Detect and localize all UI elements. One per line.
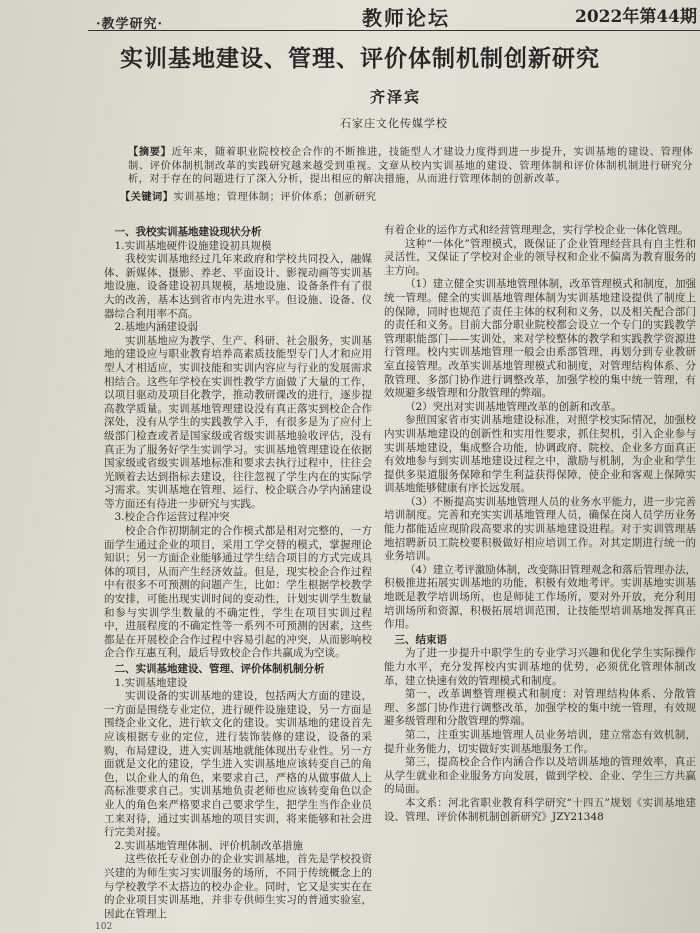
body-paragraph: 这些依托专业创办的企业实训基地，首先是学校投资兴建的为师生实习实训服务的场所，不同于传统概念上的与学校教学不太搭边的校办企业。同时，它又是实实在在的企业项目实训基地，并非专供师生实习的普通实验室，因此在管理上 [104,853,372,920]
section-heading: 一、我校实训基地建设现状分析 [114,226,262,238]
right-column [384,224,696,824]
subsection-heading: 1.实训基地建设 [114,676,188,689]
page-number: 102 [95,922,113,932]
author-affiliation: 石家庄文化传媒学校 [340,117,448,130]
abstract-text: 近年来，随着职业院校校企合作的不断推进，技能型人才建设力度得到进一步提升，实训基地的建设、管理体制、评价体制机制改革的实践研究越来越受到重视。文章从校内实训基地的建设、管理体制和评价体制机制进行研究分析，对于存在的问题进行了深入分析，提出相应的解决措施，从而进行管理体制的创新改革。 [128,147,694,185]
issue-label: 2022年第44期 [575,7,697,27]
subsection-heading: 3.校企合作运营过程冲突 [114,511,230,524]
body-paragraph: 这种“一体化”管理模式，既保证了企业管理经营具有自主性和灵活性，又保证了学校对企业的领导权和企业不偏离为教育服务的主方向。 [384,237,696,277]
body-paragraph: 我校实训基地经过几年来政府和学校共同投入，融媒体、新媒体、摄影、养老、平面设计、影视动画等实训基地设施、设备建设初具规模，基地设施、设备条件有了很大的改善，基本达到省市内先进水平。但设施、设备、仪器综合利用率不高。 [104,253,372,320]
body-paragraph: 第一，改革调整管理模式和制度：对管理结构体系、分散管理、多部门协作进行调整改革，加强学校的集中统一管理，有效规避多级管理和分散管理的弊端。 [384,688,696,728]
abstract-label: 【摘要】 [128,146,172,158]
body-paragraph: 实训基地应为教学、生产、科研、社会服务，实训基地的建设应与职业教育培养高素质技能型专门人才和应用型人才相适应，实训技能和实训内容应与行业的发展需求相结合。这些年学校在实训性教学方面做了大量的工作，以项目驱动及项目化教学，推动教研课改的进行，逐步提高教学质量。实训基地管理建设没有真正落实到校企合作深处，没有从学生的实践教学入手，有很多是为了应付上级部门检查或者是国家级或省级实训基地验收评估，没有真正为了服务好学生实训学习。实训基地管理建设在依据国家级或省级实训基地标准和要求去执行过程中，往往会光顾着去达到指标去建设，往往忽视了学生内在的实际学习需求。实训基地在管理、运行、校企联合办学内涵建设等方面还有待进一步研究与实践。 [104,334,372,510]
body-paragraph: （2）突出对实训基地管理改革的创新和改革。 [405,400,622,413]
body-paragraph: 为了进一步提升中职学生的专业学习兴趣和优化学生实际操作能力水平，充分发挥校内实训基地的优势，必须优化管理体制改革，建立快速有效的管理模式和制度。 [384,647,696,687]
header-rule [88,30,700,31]
body-paragraph: 实训设备的实训基地的建设，包括两大方面的建设，一方面是围绕专业定位，进行硬件设施建设，另一方面是围绕企业文化，进行软文化的建设。实训基地的建设首先应该根据专业的定位，进行装饰装修的建设，设备的采购，布局建设，进入实训基地就能体现出专业性。另一方面就是文化的建设，学生进入实训基地应该转变自己的角色，以企业人的角色，来要求自己，严格的从做事做人上高标准要求自己。实训基地负责老师也应该转变角色以企业人的角色来严格要求自己要求学生，把学生当作企业员工来对待，通过实训基地的项目实训，将来能够和社会进行完美对接。 [104,690,372,839]
subsection-heading: 2.基地内涵建设弱 [114,321,199,334]
body-paragraph: （1）建立健全实训基地管理体制，改革管理模式和制度，加强统一管理。健全的实训基地管理体制为实训基地建设提供了制度上的保障，同时也规范了责任主体的权利和义务，以及相关配合部门的责任和义务。目前大部分职业院校都会设立一个专门的实践教学管理职能部门——实训处，来对学校整体的教学和实践教学资源进行管理。校内实训基地管理一般会由系部管理，再划分到专业教研室直接管理。改革实训基地管理模式和制度，对管理结构体系、分散管理、多部门协作进行调整改革，加强学校的集中统一管理，有效规避多级管理和分散管理的弊端。 [384,278,696,400]
author-name: 齐泽宾 [370,88,422,106]
keywords [120,188,690,203]
subsection-heading: 1.实训基地硬件设施建设初具规模 [114,239,272,252]
body-paragraph: （4）建立考评激励体制，改变陈旧管理观念和落后管理办法，积极推进拓展实训基地的功能，积极有效地考评。实训基地实训基地既是教学培训场所，也是师徒工作场所，要对外开放，充分利用培训场所和资源，积极拓展培训范围，让技能型培训基地发挥真正作用。 [384,563,696,631]
subsection-heading: 2.实训基地管理体制、评价机制改革措施 [114,839,304,852]
body-paragraph: 校企合作初期制定的合作模式都是相对完整的，一方面学生通过企业的项目，采用工学交替的模式，掌握理论知识；另一方面企业能够通过学生结合项目的方式完成具体的项目，从而产生经济效益。但是，现实校企合作过程中有很多不可预测的问题产生，比如：学生根据学校教学的安排，可能出现实训时间的变动性，计划实训学生数量和参与实训学生数量的不确定性，学生在项目实训过程中，进展程度的不确定性等一系列不可预测的因素，这些都是在开展校企合作过程中容易引起的冲突，从而影响校企合作互惠互利，最后导致校企合作共赢成为空谈。 [104,525,372,660]
article-title: 实训基地建设、管理、评价体制机制创新研究 [120,45,600,72]
section-heading: 三、结束语 [394,633,447,646]
abstract [128,146,693,187]
body-paragraph: （3）不断提高实训基地管理人员的业务水平能力，进一步完善培训制度。完善和充实实训基地管理人员，确保在岗人员学历业务能力都能适应现阶段高要求的实训基地建设进程。对于实训管理基地招聘新员工院校要积极做好相应培训工作。对其定期进行统一的业务培训。 [384,495,696,563]
section-heading: 二、实训基地建设、管理、评价体制机制分析 [114,663,325,675]
body-paragraph: 本文系：河北省职业教育科学研究“十四五”规划《实训基地建设、管理、评价体制机制创新研究》JZY21348 [384,796,696,823]
left-column [104,224,372,921]
column-label: ·教学研究· [96,17,164,32]
body-paragraph: 第二，注重实训基地管理人员业务培训，建立常态有效机制，提升业务能力，切实做好实训基地服务工作。 [384,728,696,755]
keywords-text: 实训基地；管理体制；评价体系；创新研究 [173,192,377,203]
journal-name: 教师论坛 [362,6,450,30]
keywords-label: 【关键词】 [120,191,174,203]
body-paragraph: 第三，提高校企合作内涵合作以及培训基地的管理效率，真正从学生就业和企业服务方向发展，做到学校、企业、学生三方共赢的局面。 [384,756,696,796]
body-paragraph: 参照国家省市实训基地建设标准，对照学校实际情况，加强校内实训基地建设的创新性和实用性要求，抓住契机，引入企业参与实训基地建设，集成整合功能，协调政府、院校、企业多方面真正有效地参与到实训基地建设过程之中，激励与机制，为企业和学生提供多渠道服务保障和学生利益获得保障，使企业和客观上保障实训基地能够健康有序长远发展。 [384,414,696,495]
body-paragraph: 有着企业的运作方式和经营管理理念，实行学校企业一体化管理。 [384,224,689,236]
